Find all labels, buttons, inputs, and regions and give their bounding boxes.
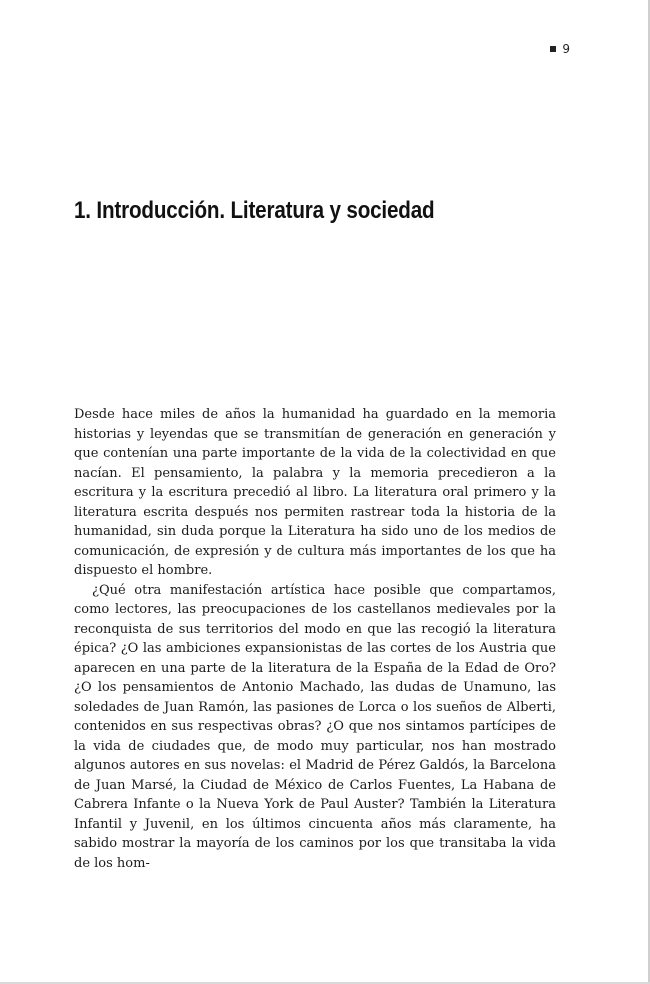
folio-square-marker: [550, 46, 556, 52]
page-number: 9: [562, 42, 570, 56]
chapter-title: 1. Introducción. Literatura y sociedad: [74, 197, 435, 224]
page-folio: [550, 42, 570, 56]
paragraph-1: Desde hace miles de años la humanidad ha guardado en la memoria historias y leyendas que se transmitían de generación en generación y que contenían una parte importante de la vida de la colectividad en que nacían. El pensamiento, la palabra y la memoria precedieron a la escritura y la escritura precedió al libro. La literatura oral primero y la literatura escrita después nos permiten rastrear toda la historia de la humanidad, sin duda porque la Literatura ha sido uno de los medios de comunicación, de expresión y de cultura más importantes de los que ha dispuesto el hombre.: [74, 407, 556, 578]
paragraph-2: ¿Qué otra manifestación artística hace posible que compartamos, como lectores, las preocupaciones de los castellanos medievales por la reconquista de sus territorios del modo en que las recogió la literatura épica? ¿O las ambiciones expansionistas de las cortes de los Austria que aparecen en una parte de la literatura de la España de la Edad de Oro? ¿O los pensamientos de Antonio Machado, las dudas de Unamuno, las soledades de Juan Ramón, las pasiones de Lorca o los sueños de Alberti, contenidos en sus respectivas obras? ¿O que nos sintamos partícipes de la vida de ciudades que, de modo muy particular, nos han mostrado algunos autores en sus novelas: el Madrid de Pérez Galdós, la Barcelona de Juan Marsé, la Ciudad de México de Carlos Fuentes, La Habana de Cabrera Infante o la Nueva York de Paul Auster? También la Literatura Infantil y Juvenil, en los últimos cincuenta años más claramente, ha sabido mostrar la mayoría de los caminos por los que transitaba la vida de los hom-: [74, 582, 556, 871]
body-text: [74, 405, 556, 873]
